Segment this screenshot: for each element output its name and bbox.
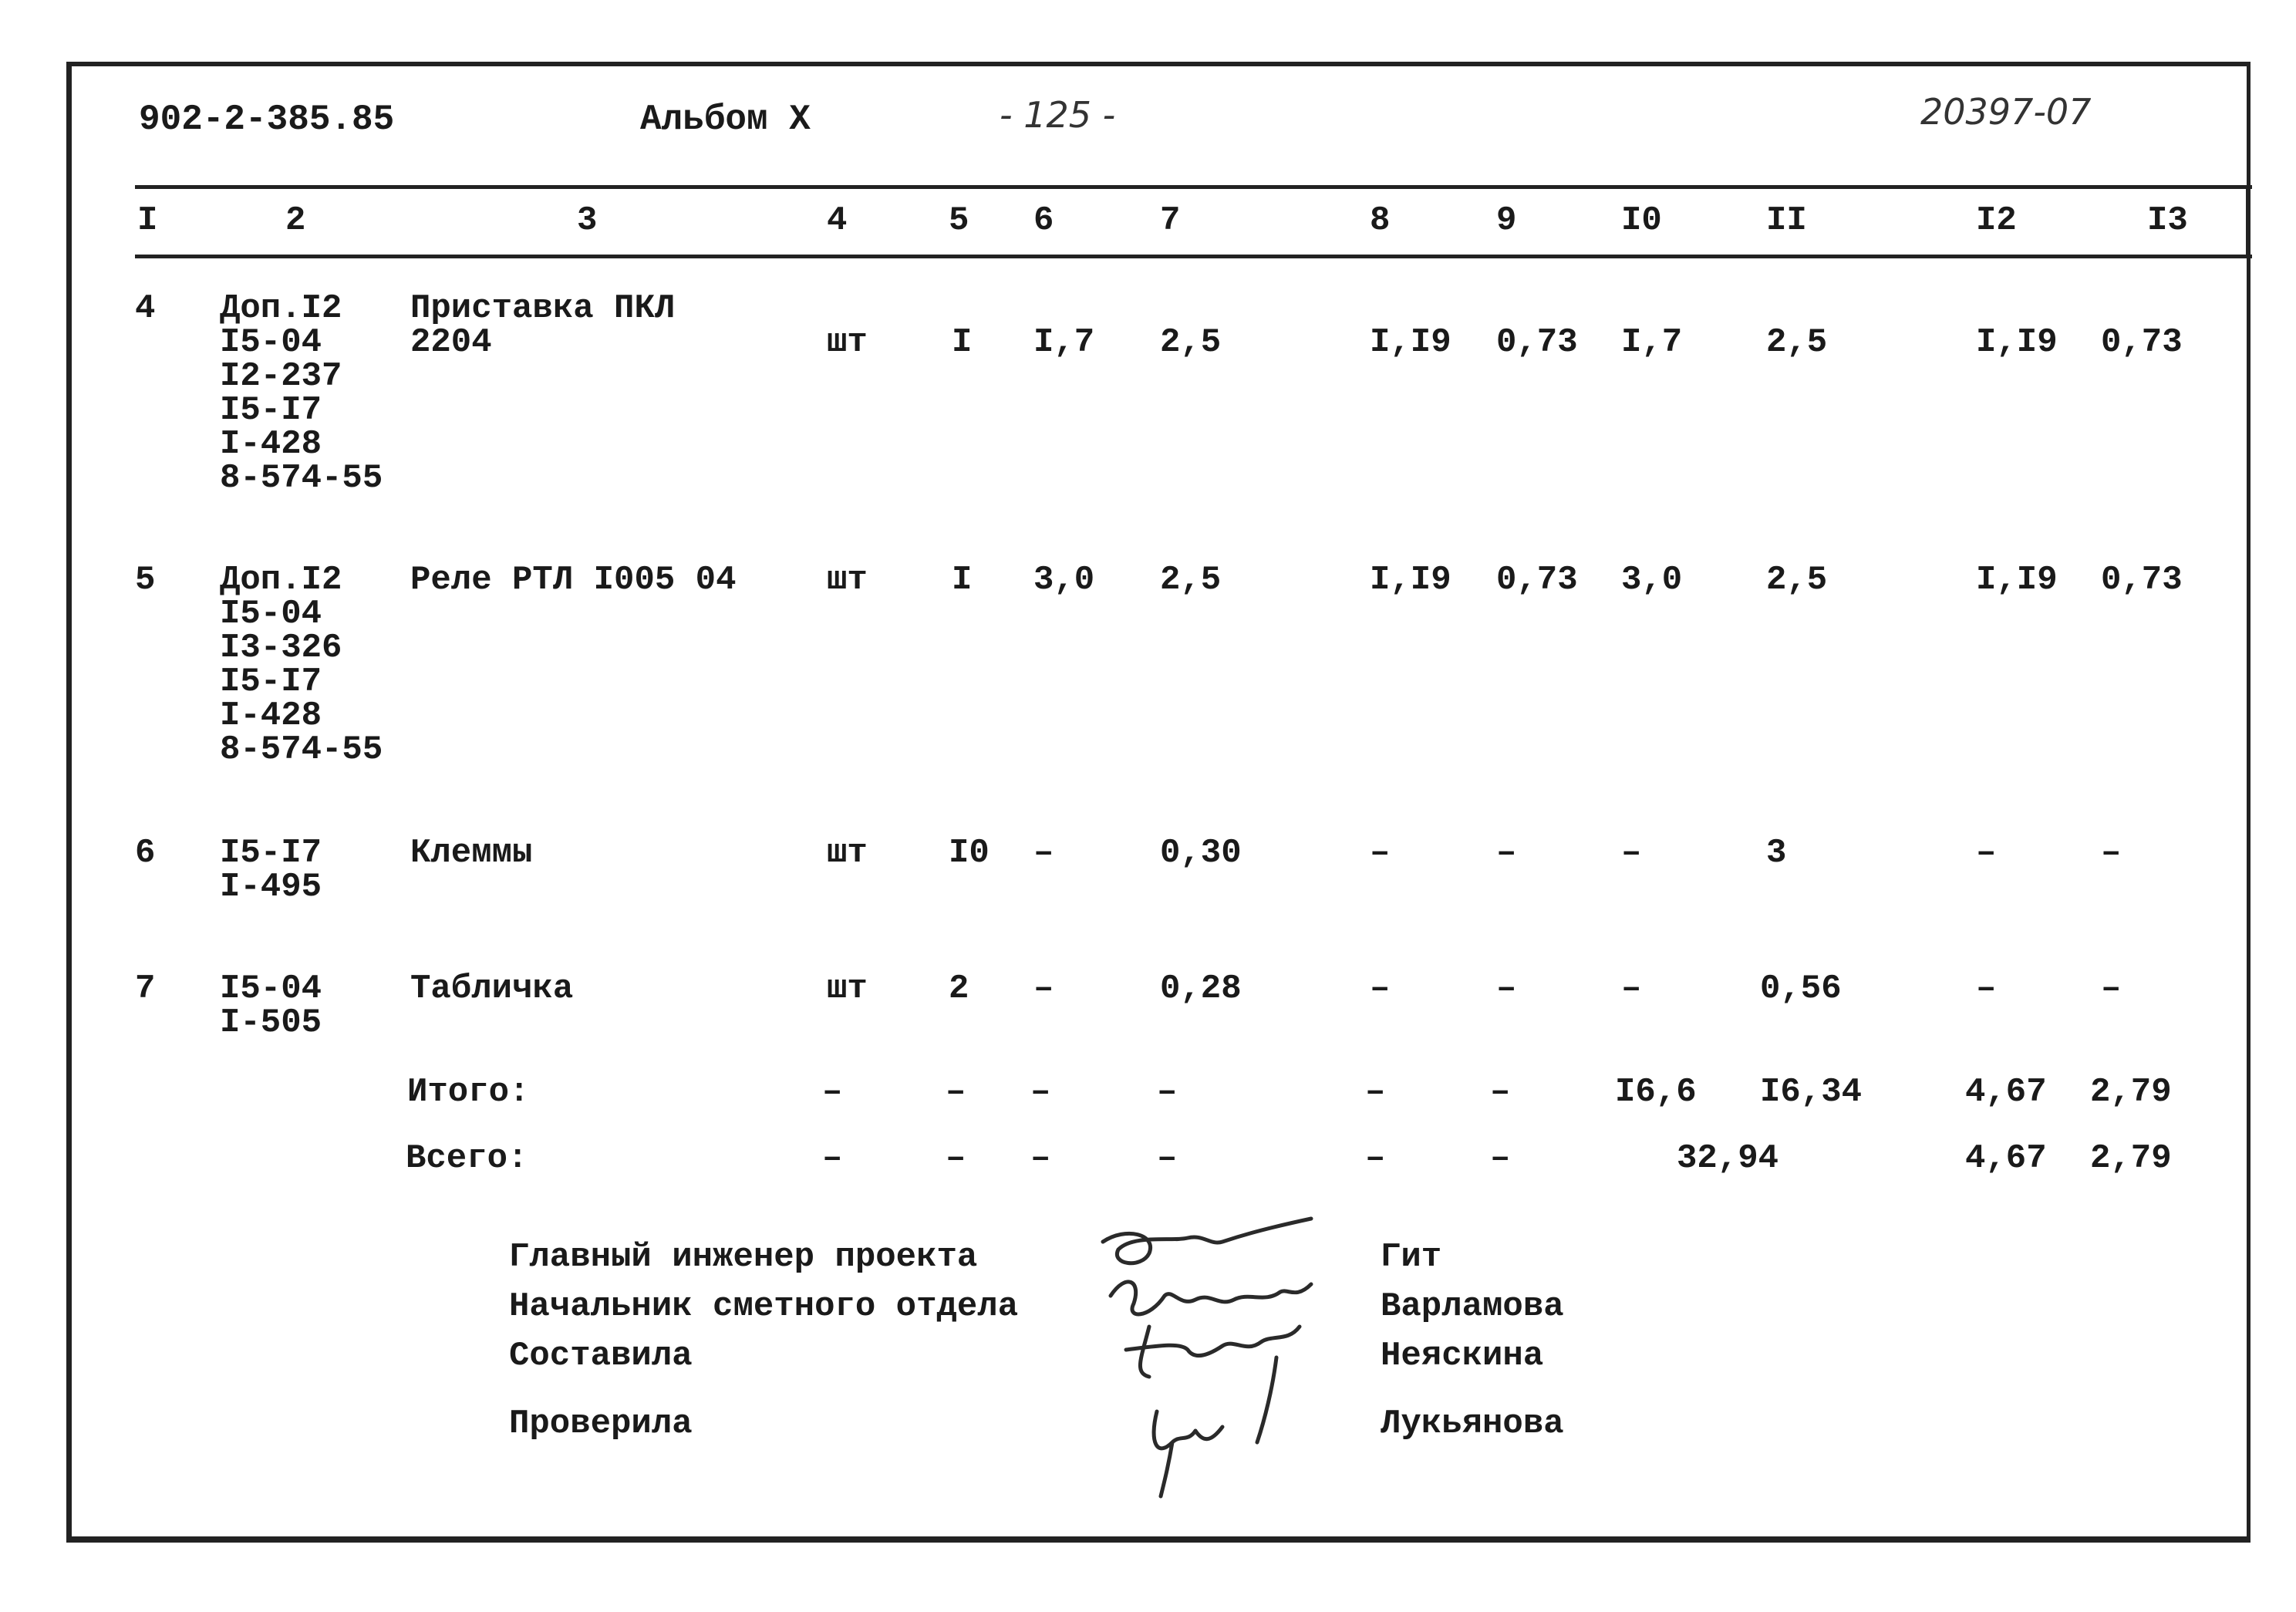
album-label: Альбом X	[640, 99, 811, 140]
stamp-number: 20397-07	[1920, 91, 2092, 133]
row-4-c11: 2,5	[1766, 323, 1828, 362]
name-head-estimates: Варламова	[1381, 1287, 1564, 1326]
row-4-c9: 0,73	[1496, 323, 1578, 362]
row-7-c10: –	[1621, 970, 1642, 1008]
row-7-c12: –	[1976, 970, 1997, 1008]
row-5-c10: 3,0	[1621, 561, 1683, 599]
row-6-c10: –	[1621, 834, 1642, 872]
total-c8: –	[1365, 1139, 1386, 1178]
col-header-13: I3	[2147, 201, 2188, 240]
row-5-qty: I	[952, 561, 973, 599]
row-7-c11: 0,56	[1760, 970, 1842, 1008]
subtotal-c4: –	[822, 1073, 843, 1111]
row-7-num: 7	[135, 970, 156, 1008]
row-5-c6: 3,0	[1033, 561, 1095, 599]
total-c9: –	[1490, 1139, 1511, 1178]
total-c4: –	[822, 1139, 843, 1178]
name-compiled: Неяскина	[1381, 1337, 1544, 1375]
signature-checked	[1154, 1411, 1222, 1496]
subtotal-c7: –	[1157, 1073, 1178, 1111]
col-header-6: 6	[1033, 201, 1054, 240]
row-4-qty: I	[952, 323, 973, 362]
subtotal-c5: –	[946, 1073, 966, 1111]
col-header-5: 5	[949, 201, 969, 240]
row-5-c9: 0,73	[1496, 561, 1578, 599]
row-5-c13: 0,73	[2101, 561, 2183, 599]
col-header-7: 7	[1160, 201, 1181, 240]
row-4-c7: 2,5	[1160, 323, 1222, 362]
page-number: - 125 -	[1000, 94, 1116, 136]
doc-code: 902-2-385.85	[139, 99, 395, 140]
subtotal-c12: 4,67	[1965, 1073, 2047, 1111]
row-4-c10: I,7	[1621, 323, 1683, 362]
subtotal-c8: –	[1365, 1073, 1386, 1111]
row-7-c7: 0,28	[1160, 970, 1242, 1008]
total-label: Всего:	[406, 1139, 528, 1178]
role-checked: Проверила	[509, 1405, 693, 1443]
row-6-c6: –	[1033, 834, 1054, 872]
row-4-unit: шт	[827, 323, 868, 362]
role-chief-engineer: Главный инженер проекта	[509, 1238, 978, 1276]
role-head-estimates: Начальник сметного отдела	[509, 1287, 1019, 1326]
subtotal-c9: –	[1490, 1073, 1511, 1111]
row-4-c13: 0,73	[2101, 323, 2183, 362]
row-6-c13: –	[2101, 834, 2122, 872]
row-5-c12: I,I9	[1976, 561, 2058, 599]
col-header-4: 4	[827, 201, 848, 240]
row-5-c11: 2,5	[1766, 561, 1828, 599]
subtotal-c6: –	[1030, 1073, 1051, 1111]
row-7-name: Табличка	[410, 970, 574, 1008]
row-4-num: 4	[135, 289, 156, 328]
row-6-codes: I5-I7 I-495	[220, 834, 322, 906]
row-5-c7: 2,5	[1160, 561, 1222, 599]
total-c6: –	[1030, 1139, 1051, 1178]
col-header-9: 9	[1496, 201, 1517, 240]
row-7-c6: –	[1033, 970, 1054, 1008]
col-header-12: I2	[1976, 201, 2017, 240]
name-chief-engineer: Гит	[1381, 1238, 1442, 1276]
row-7-c9: –	[1496, 970, 1517, 1008]
row-7-codes: I5-04 I-505	[220, 970, 322, 1042]
role-compiled: Составила	[509, 1337, 693, 1375]
row-6-qty: I0	[949, 834, 990, 872]
row-4-c6: I,7	[1033, 323, 1095, 362]
name-checked: Лукьянова	[1381, 1405, 1564, 1443]
row-4-codes: Доп.I2 I5-04 I2-237 I5-I7 I-428 8-574-55	[220, 289, 383, 497]
subtotal-c10: I6,6	[1615, 1073, 1697, 1111]
row-4-c8: I,I9	[1370, 323, 1451, 362]
total-c7: –	[1157, 1139, 1178, 1178]
signature-compiled	[1126, 1327, 1300, 1442]
row-6-unit: шт	[827, 834, 868, 872]
row-6-c12: –	[1976, 834, 1997, 872]
row-4-c12: I,I9	[1976, 323, 2058, 362]
row-5-c8: I,I9	[1370, 561, 1451, 599]
subtotal-c13: 2,79	[2090, 1073, 2172, 1111]
row-7-unit: шт	[827, 970, 868, 1008]
header-rule-bottom	[135, 255, 2252, 258]
col-header-11: II	[1766, 201, 1807, 240]
row-6-c11: 3	[1766, 834, 1787, 872]
total-c12: 4,67	[1965, 1139, 2047, 1178]
col-header-8: 8	[1370, 201, 1391, 240]
total-c5: –	[946, 1139, 966, 1178]
subtotal-c11: I6,34	[1760, 1073, 1863, 1111]
signature-chief-engineer	[1103, 1219, 1311, 1263]
row-7-qty: 2	[949, 970, 969, 1008]
row-6-c9: –	[1496, 834, 1517, 872]
row-7-c13: –	[2101, 970, 2122, 1008]
row-7-c8: –	[1370, 970, 1391, 1008]
total-c13: 2,79	[2090, 1139, 2172, 1178]
total-c10-11: 32,94	[1677, 1139, 1779, 1178]
row-5-unit: шт	[827, 561, 868, 599]
row-6-c8: –	[1370, 834, 1391, 872]
right-edge-line	[2246, 185, 2250, 258]
row-6-name: Клеммы	[410, 834, 533, 872]
col-header-10: I0	[1621, 201, 1662, 240]
col-header-1: I	[137, 201, 158, 240]
col-header-2: 2	[285, 201, 306, 240]
row-5-codes: Доп.I2 I5-04 I3-326 I5-I7 I-428 8-574-55	[220, 561, 383, 769]
row-5-name: Реле РТЛ I005 04	[410, 561, 737, 599]
subtotal-label: Итого:	[407, 1073, 530, 1111]
row-6-c7: 0,30	[1160, 834, 1242, 872]
signature-head-estimates	[1111, 1282, 1311, 1314]
row-5-num: 5	[135, 561, 156, 599]
row-4-name: Приставка ПКЛ 2204	[410, 289, 676, 362]
header-rule-top	[135, 185, 2252, 189]
handwritten-signatures	[1080, 1211, 1373, 1504]
row-6-num: 6	[135, 834, 156, 872]
col-header-3: 3	[577, 201, 598, 240]
